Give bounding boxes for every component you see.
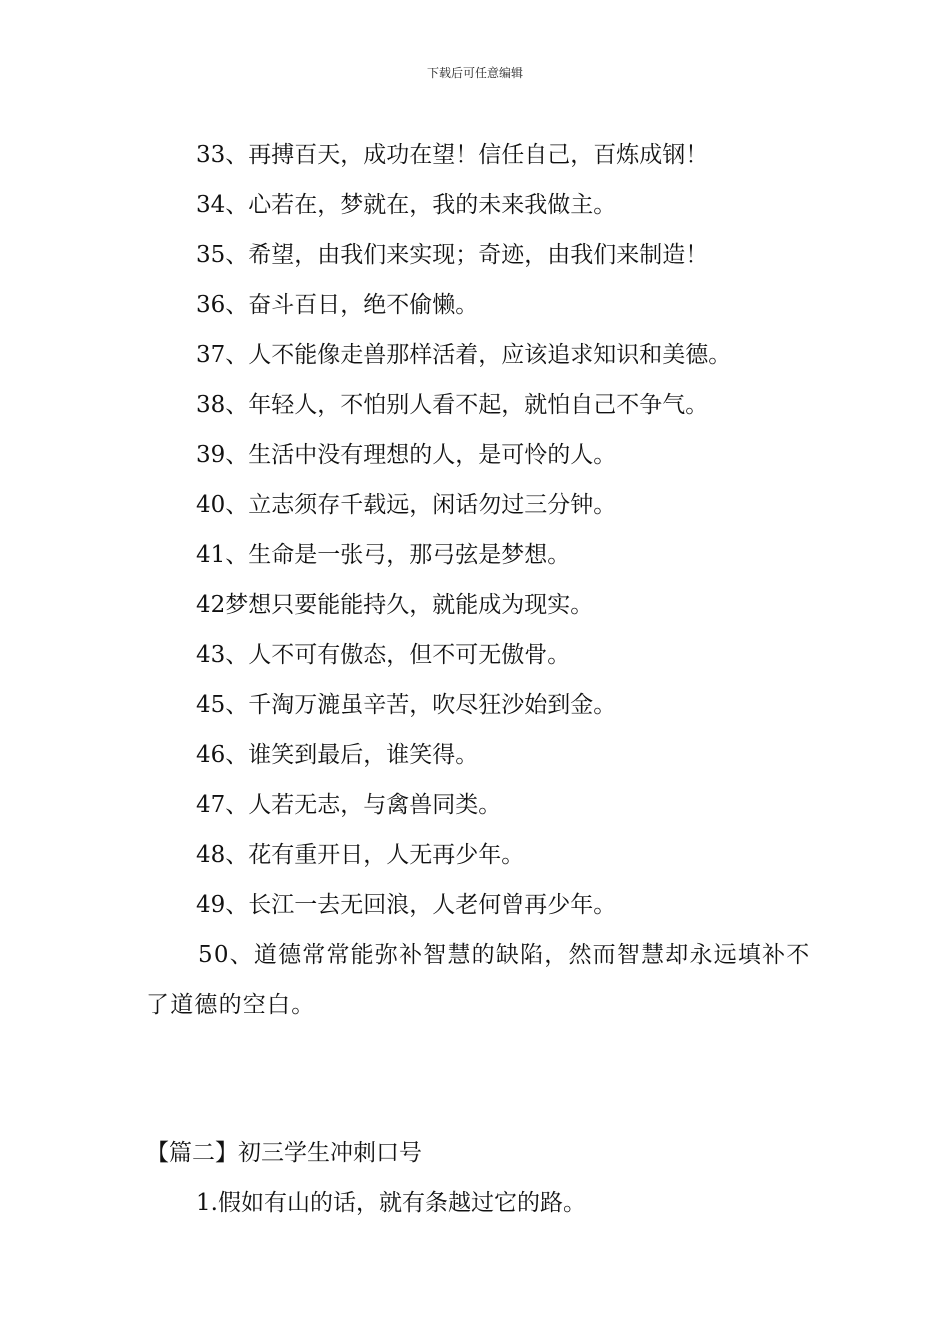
slogan-item: 34、心若在，梦就在，我的未来我做主。 bbox=[196, 192, 617, 218]
section-title: 【篇二】初三学生冲刺口号 bbox=[146, 1140, 422, 1166]
slogan-item: 48、花有重开日，人无再少年。 bbox=[196, 842, 525, 868]
slogan-item: 43、人不可有傲态，但不可无傲骨。 bbox=[196, 642, 571, 668]
slogan-item: 37、人不能像走兽那样活着，应该追求知识和美德。 bbox=[196, 342, 732, 368]
slogan-item: 42梦想只要能能持久，就能成为现实。 bbox=[196, 592, 594, 618]
slogan-item: 47、人若无志，与禽兽同类。 bbox=[196, 792, 502, 818]
slogan-item-50: 50、道德常常能弥补智慧的缺陷，然而智慧却永远填补不了道德的空白。 bbox=[146, 942, 811, 1018]
document-body bbox=[146, 130, 826, 1228]
section-spacer bbox=[146, 1030, 826, 1128]
page-header: 下载后可任意编辑 bbox=[426, 66, 523, 80]
slogan-item: 33、再搏百天，成功在望！信任自己，百炼成钢！ bbox=[196, 142, 709, 168]
section-first-item: 1.假如有山的话，就有条越过它的路。 bbox=[196, 1190, 586, 1216]
slogan-item: 49、长江一去无回浪，人老何曾再少年。 bbox=[196, 892, 617, 918]
slogan-item: 38、年轻人，不怕别人看不起，就怕自己不争气。 bbox=[196, 392, 709, 418]
slogan-item: 36、奋斗百日，绝不偷懒。 bbox=[196, 292, 479, 318]
slogan-item: 41、生命是一张弓，那弓弦是梦想。 bbox=[196, 542, 571, 568]
slogan-item: 46、谁笑到最后，谁笑得。 bbox=[196, 742, 479, 768]
slogan-item: 40、立志须存千载远，闲话勿过三分钟。 bbox=[196, 492, 617, 518]
slogan-item: 39、生活中没有理想的人，是可怜的人。 bbox=[196, 442, 617, 468]
slogan-item: 35、希望，由我们来实现；奇迹，由我们来制造！ bbox=[196, 242, 709, 268]
slogan-item: 45、千淘万漉虽辛苦，吹尽狂沙始到金。 bbox=[196, 692, 617, 718]
